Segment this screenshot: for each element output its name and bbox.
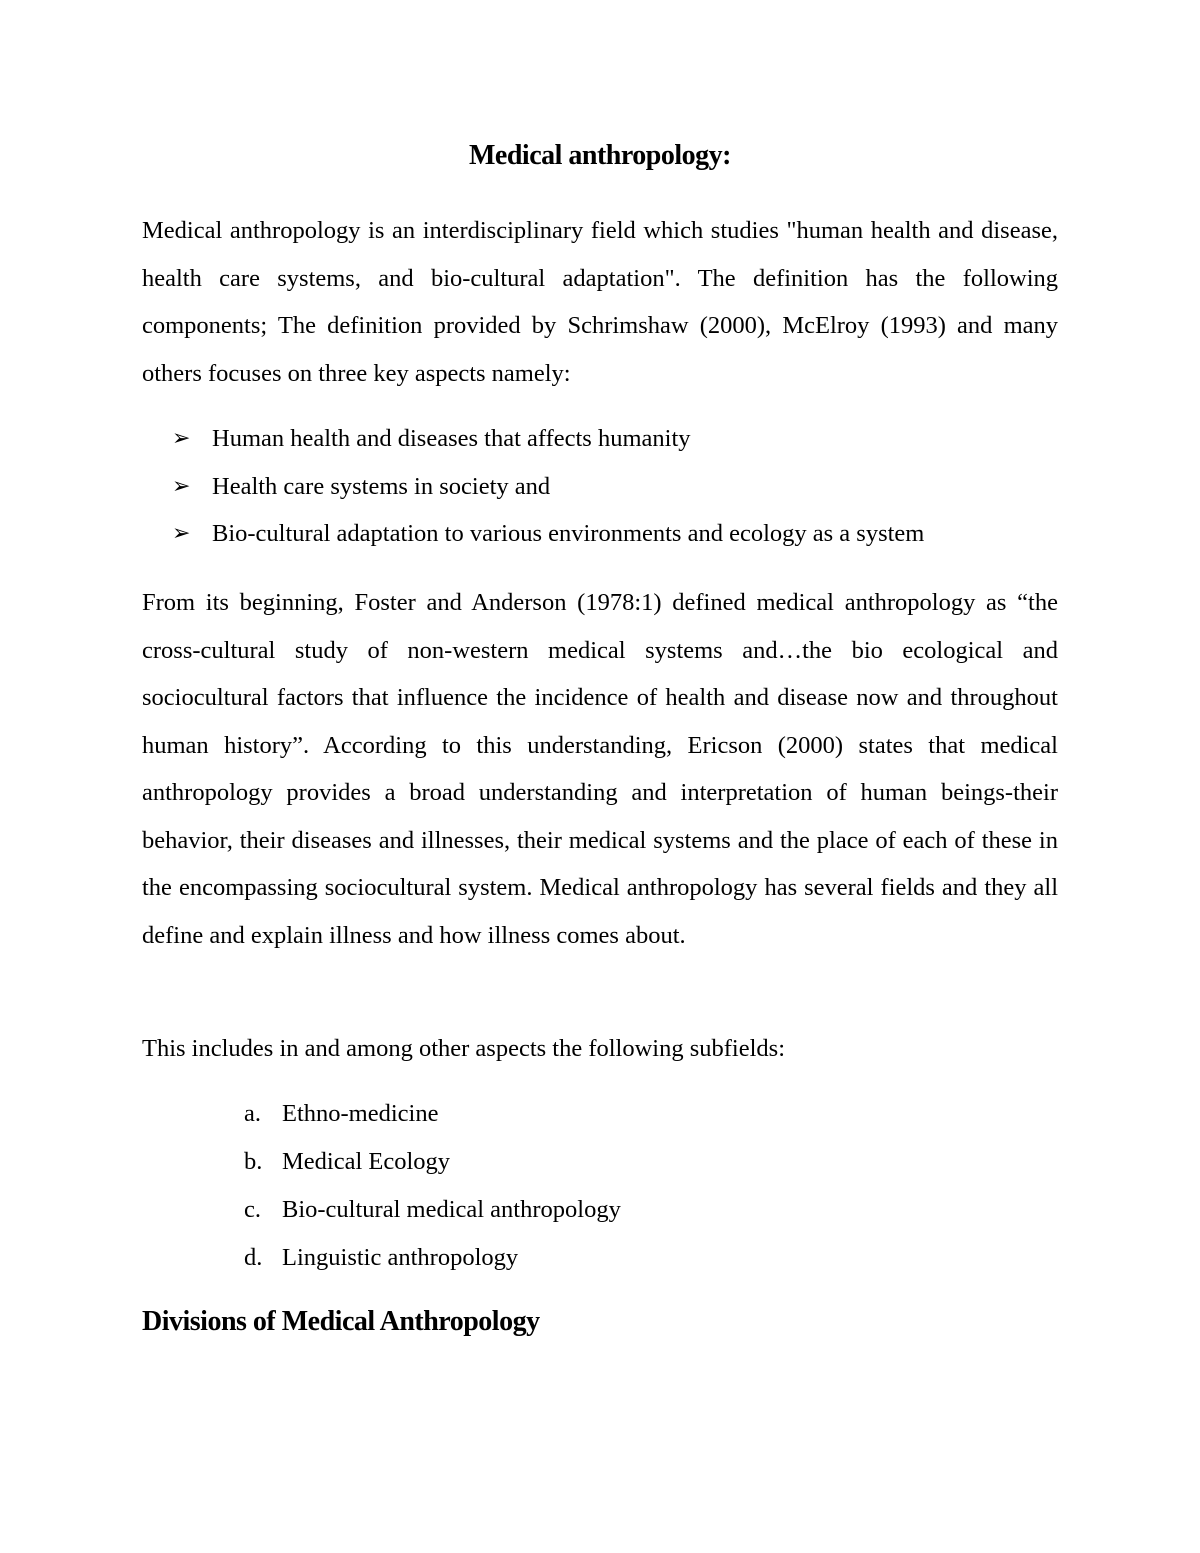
list-marker: d. xyxy=(244,1244,263,1271)
list-marker: b. xyxy=(244,1148,263,1175)
subfields-list xyxy=(244,1090,621,1282)
arrow-bullet-icon: ➢ xyxy=(172,473,191,499)
page-title: Medical anthropology: xyxy=(469,140,731,171)
list-item xyxy=(172,463,924,511)
list-item xyxy=(244,1090,621,1138)
list-item-text: Human health and diseases that affects humanity xyxy=(212,425,691,452)
foster-paragraph: From its beginning, Foster and Anderson (1978:1) defined medical anthropology as “the cross-cultural study of non-western medical systems and…the bio ecological and sociocultural factors that influence the incidence of health and disease now and throughout human history”. According to this understanding, Ericson (2000) states that medical anthropology provides a broad understanding and interpretation of human beings-their behavior, their diseases and illnesses, their medical systems and the place of each of these in the encompassing sociocultural system. Medical anthropology has several fields and they all define and explain illness and how illness comes about. xyxy=(142,589,1058,949)
list-item-text: Bio-cultural adaptation to various environments and ecology as a system xyxy=(212,520,925,547)
intro-paragraph: Medical anthropology is an interdisciplinary field which studies "human health and disease, health care systems, and bio-cultural adaptation". The definition has the following components; The definition provided by Schrimshaw (2000), McElroy (1993) and many others focuses on three key aspects namely: xyxy=(142,217,1058,387)
list-item-text: Ethno-medicine xyxy=(282,1100,439,1127)
list-item-text: Medical Ecology xyxy=(282,1148,451,1175)
list-item-text: Bio-cultural medical anthropology xyxy=(282,1196,621,1223)
list-marker: a. xyxy=(244,1100,261,1127)
list-item xyxy=(244,1234,621,1282)
list-marker: c. xyxy=(244,1196,261,1223)
list-item-text: Health care systems in society and xyxy=(212,472,551,500)
arrow-bullet-icon: ➢ xyxy=(172,521,191,546)
aspects-list xyxy=(172,415,924,558)
list-item xyxy=(172,510,924,558)
list-item xyxy=(244,1186,621,1234)
list-item-text: Linguistic anthropology xyxy=(282,1244,519,1271)
list-item xyxy=(172,415,924,463)
arrow-bullet-icon: ➢ xyxy=(172,426,191,451)
subfields-intro-paragraph: This includes in and among other aspects the following subfields: xyxy=(142,1035,786,1062)
list-item xyxy=(244,1138,621,1186)
section-heading: Divisions of Medical Anthropology xyxy=(142,1306,540,1337)
